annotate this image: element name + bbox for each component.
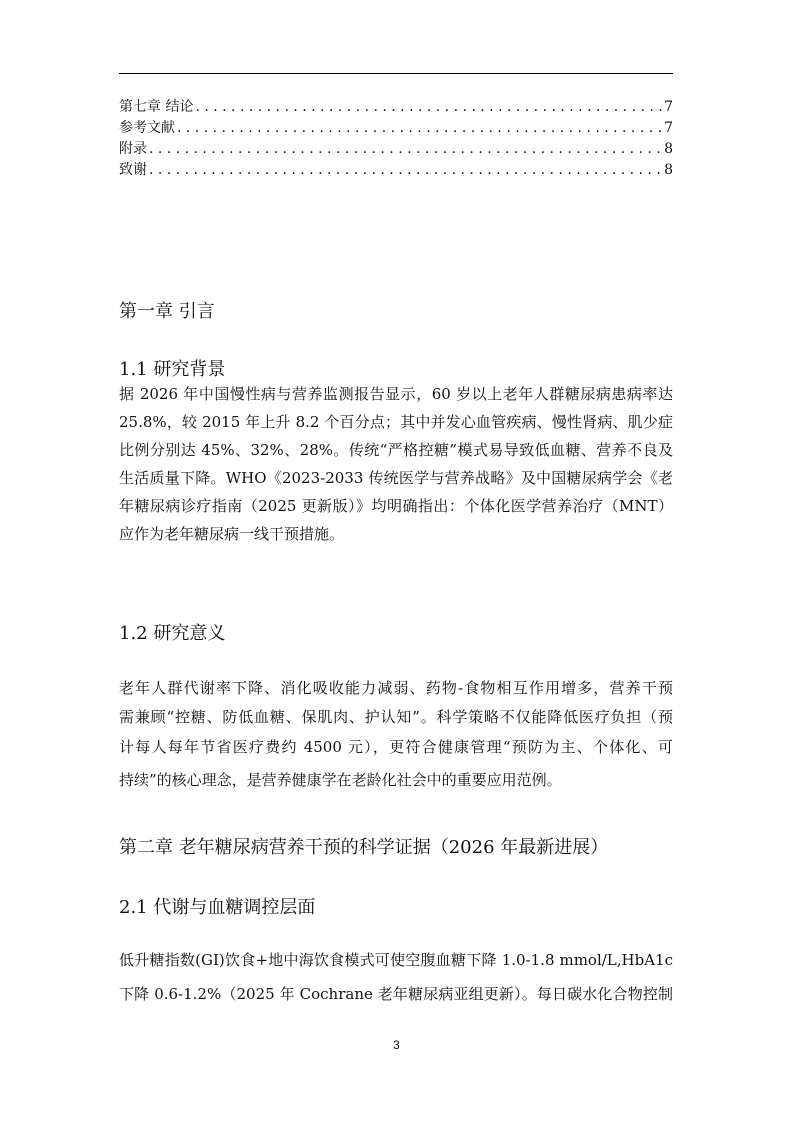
- page-number: 3: [393, 1038, 400, 1052]
- toc-title: 致谢: [119, 162, 147, 178]
- paragraph-line: 25.8%，较 2015 年上升 8.2 个百分点；其中并发心血管疾病、慢性肾病、肌少症: [119, 413, 673, 431]
- section-heading: 1.1 研究背景: [119, 359, 226, 380]
- paragraph-line: 生活质量下降。WHO《2023-2033 传统医学与营养战略》及中国糖尿病学会《老: [119, 469, 673, 487]
- paragraph-line: 下降 0.6-1.2%（2025 年 Cochrane 老年糖尿病亚组更新）。每日碳水化合物控制: [119, 985, 673, 1003]
- paragraph-line: 计每人每年节省医疗费约 4500 元），更符合健康管理“预防为主、个体化、可: [119, 738, 673, 756]
- toc-page: 8: [664, 162, 673, 178]
- toc-title: 参考文献: [119, 120, 175, 136]
- toc-page: 8: [664, 141, 673, 157]
- paragraph-line: 持续”的核心理念，是营养健康学在老龄化社会中的重要应用范例。: [119, 771, 562, 789]
- paragraph-line: 比例分别达 45%、32%、28%。传统“严格控糖”模式易导致低血糖、营养不良及: [119, 441, 673, 459]
- paragraph-line: 老年人群代谢率下降、消化吸收能力减弱、药物-食物相互作用增多，营养干预: [119, 679, 673, 697]
- section-heading: 2.1 代谢与血糖调控层面: [119, 897, 316, 918]
- toc-entry[interactable]: [119, 139, 673, 159]
- toc-title: 附录: [119, 141, 147, 157]
- paragraph-line: 需兼顾“控糖、防低血糖、保肌肉、护认知”。科学策略不仅能降低医疗负担（预: [119, 708, 673, 726]
- paragraph-line: 年糖尿病诊疗指南（2025 更新版）》均明确指出：个体化医学营养治疗（MNT）: [119, 497, 673, 515]
- toc-entry[interactable]: [119, 97, 673, 117]
- toc-leader: [149, 139, 662, 159]
- paragraph-line: 低升糖指数(GI)饮食+地中海饮食模式可使空腹血糖下降 1.0-1.8 mmol/L,HbA1c: [119, 951, 673, 969]
- toc-page: 7: [664, 99, 673, 115]
- chapter-heading: 第二章 老年糖尿病营养干预的科学证据（2026 年最新进展）: [119, 837, 609, 858]
- section-heading: 1.2 研究意义: [119, 623, 226, 644]
- toc-leader: [149, 160, 662, 180]
- toc-entry[interactable]: [119, 160, 673, 180]
- paragraph-line: 据 2026 年中国慢性病与营养监测报告显示，60 岁以上老年人群糖尿病患病率达: [119, 385, 673, 403]
- toc-page: 7: [664, 120, 673, 136]
- chapter-heading: 第一章 引言: [119, 301, 215, 322]
- toc-leader: [177, 118, 662, 138]
- header-rule: [119, 73, 673, 74]
- toc-title: 第七章 结论: [119, 99, 194, 115]
- toc-leader: [195, 97, 662, 117]
- toc-entry[interactable]: [119, 118, 673, 138]
- paragraph-line: 应作为老年糖尿病一线干预措施。: [119, 525, 345, 543]
